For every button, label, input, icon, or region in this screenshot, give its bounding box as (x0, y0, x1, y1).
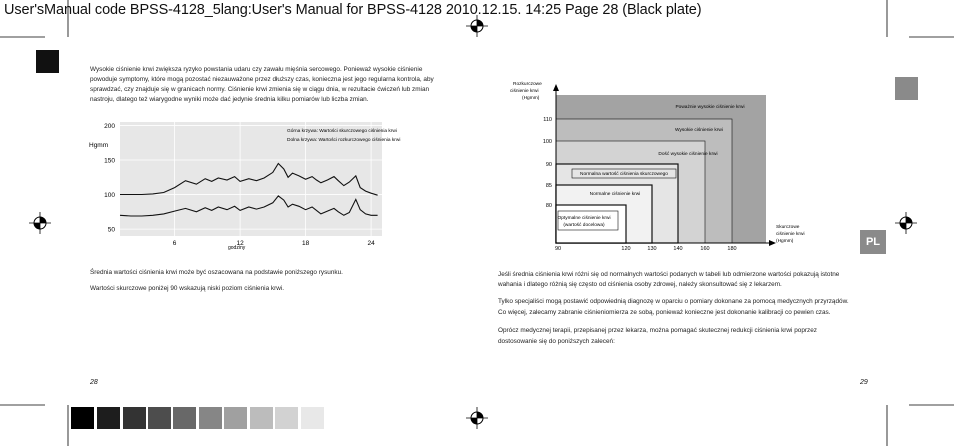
intro-line: powoduje symptomy, które mogą pozostać niezauważone przez dłuższy czas, konieczna jest jego regularna kontrola, aby (90, 76, 434, 83)
x-axis-title: Skurczowe ciśnienie krwi (Hgmm) (776, 225, 805, 244)
section-marker-black (36, 50, 59, 73)
color-swatch (123, 407, 146, 429)
x-tick-label: 6 (172, 240, 177, 247)
specialist-line: Tylko specjaliści mogą postawić odpowiednią diagnozę w oparciu o pomiary dokonane za pomocą medycznych przyrządów. (498, 298, 849, 305)
y-tick-label: 100 (542, 139, 552, 145)
x-tick-label: 90 (554, 246, 562, 252)
blood-pressure-classification-chart (500, 78, 830, 256)
intro-line: Wysokie ciśnienie krwi zwiększa ryzyko powstania udaru czy zawału mięśnia sercowego. Ponieważ wysokie ciśnienie (90, 66, 423, 73)
x-tick-label: 12 (236, 240, 244, 247)
intro-line: sprawdzać, czy znajduje się w granicach normy. Ciśnienie krwi zmienia się w ciągu dnia, w rezultacie ćwiczeń lub zmian (90, 86, 430, 93)
category-label: Dość wysokie ciśnienie krwi (658, 152, 718, 157)
category-label: Wysokie ciśnienie krwi (675, 128, 723, 133)
y-tick-label: 100 (104, 192, 115, 200)
legend-entry-upper: Górna krzywa: Wartości skurczowego ciśnienia krwi (287, 129, 397, 134)
x-tick-label: 24 (367, 240, 375, 247)
y-axis-title: Rozkurczowe ciśnienie krwi (Hgmm) (510, 82, 542, 101)
color-swatch (224, 407, 247, 429)
y-tick-label: 90 (545, 162, 552, 168)
x-tick-label: 180 (727, 246, 737, 252)
intro-paragraph (90, 65, 470, 105)
consult-line: wahania i dlatego różnią się często od ciśnienia osoby zdrowej, należy skonsultować się z lekarzem. (498, 280, 782, 288)
specialist-paragraph (498, 297, 878, 318)
x-tick-label: 140 (673, 246, 683, 252)
legend-entry-lower: Dolna krzywa: Wartości rozkurczowego ciśnienia krwi (287, 138, 401, 143)
category-label: Normalne ciśnienie krwi (589, 192, 641, 197)
x-axis-arrow-icon (769, 240, 776, 246)
category-label: Normalna wartość ciśnienia skurczowego (580, 172, 668, 177)
therapy-paragraph (498, 326, 878, 347)
y-tick-label: 110 (543, 117, 552, 123)
language-tab-pl: PL (860, 230, 886, 254)
y-axis-unit: Hgmm (89, 142, 109, 149)
category-label: Optymalne ciśnienie krwi (wartość docelowa) (557, 216, 611, 228)
x-tick-label: 160 (700, 246, 710, 252)
y-tick-label: 85 (545, 183, 552, 189)
color-swatch (71, 407, 94, 429)
y-axis-arrow-icon (553, 84, 559, 91)
page-number-left: 28 (90, 379, 98, 386)
x-tick-label: 18 (301, 240, 310, 247)
section-marker-gray (895, 77, 918, 100)
specialist-line: Co więcej, zalecamy zabranie ciśnieniomierza ze sobą, ponieważ konieczne jest dokonanie kalibracji co pewien czas. (498, 308, 831, 316)
color-swatch (97, 407, 120, 429)
print-header: User'sManual code BPSS-4128_5lang:User's Manual for BPSS-4128 2010.12.15. 14:25 Page 28 (Black plate) (4, 2, 702, 18)
therapy-line: Oprócz medycznej terapii, przepisanej przez lekarza, można pomagać skutecznej redukcji ciśnienia krwi poprzez (498, 327, 817, 334)
color-swatch (173, 407, 196, 429)
x-tick-label: 120 (621, 246, 631, 252)
note-average: Średnia wartości ciśnienia krwi może być oszacowana na podstawie poniższego rysunku. (90, 269, 343, 276)
color-swatch (301, 407, 324, 429)
color-swatch (148, 407, 171, 429)
y-tick-label: 50 (107, 226, 115, 234)
intro-line: nastroju, dlatego też wiarygodne wyniki może dać jedynie średnia kilku pomiarów lub liczba zmian. (90, 96, 369, 103)
y-tick-label: 200 (104, 122, 115, 130)
category-label: Poważnie wysokie ciśnienie krwi (675, 105, 745, 110)
blood-pressure-daily-chart (88, 122, 401, 252)
therapy-line: dostosowanie się do poniższych zaleceń: (498, 337, 615, 345)
color-swatch (275, 407, 298, 429)
y-tick-label: 150 (104, 157, 115, 165)
consult-line: Jeśli średnia ciśnienia krwi różni się od normalnych wartości podanych w tabeli lub odmierzone wartości pokazują istotne (498, 271, 840, 278)
note-low-pressure: Wartości skurczowe poniżej 90 wskazują niski poziom ciśnienia krwi. (90, 285, 285, 292)
y-tick-label: 80 (545, 203, 552, 209)
color-swatch (199, 407, 222, 429)
consult-paragraph (498, 270, 878, 289)
x-axis-label: godziny (228, 245, 246, 251)
x-tick-label: 130 (647, 246, 657, 252)
page-number-right: 29 (860, 379, 868, 386)
color-swatch (250, 407, 273, 429)
